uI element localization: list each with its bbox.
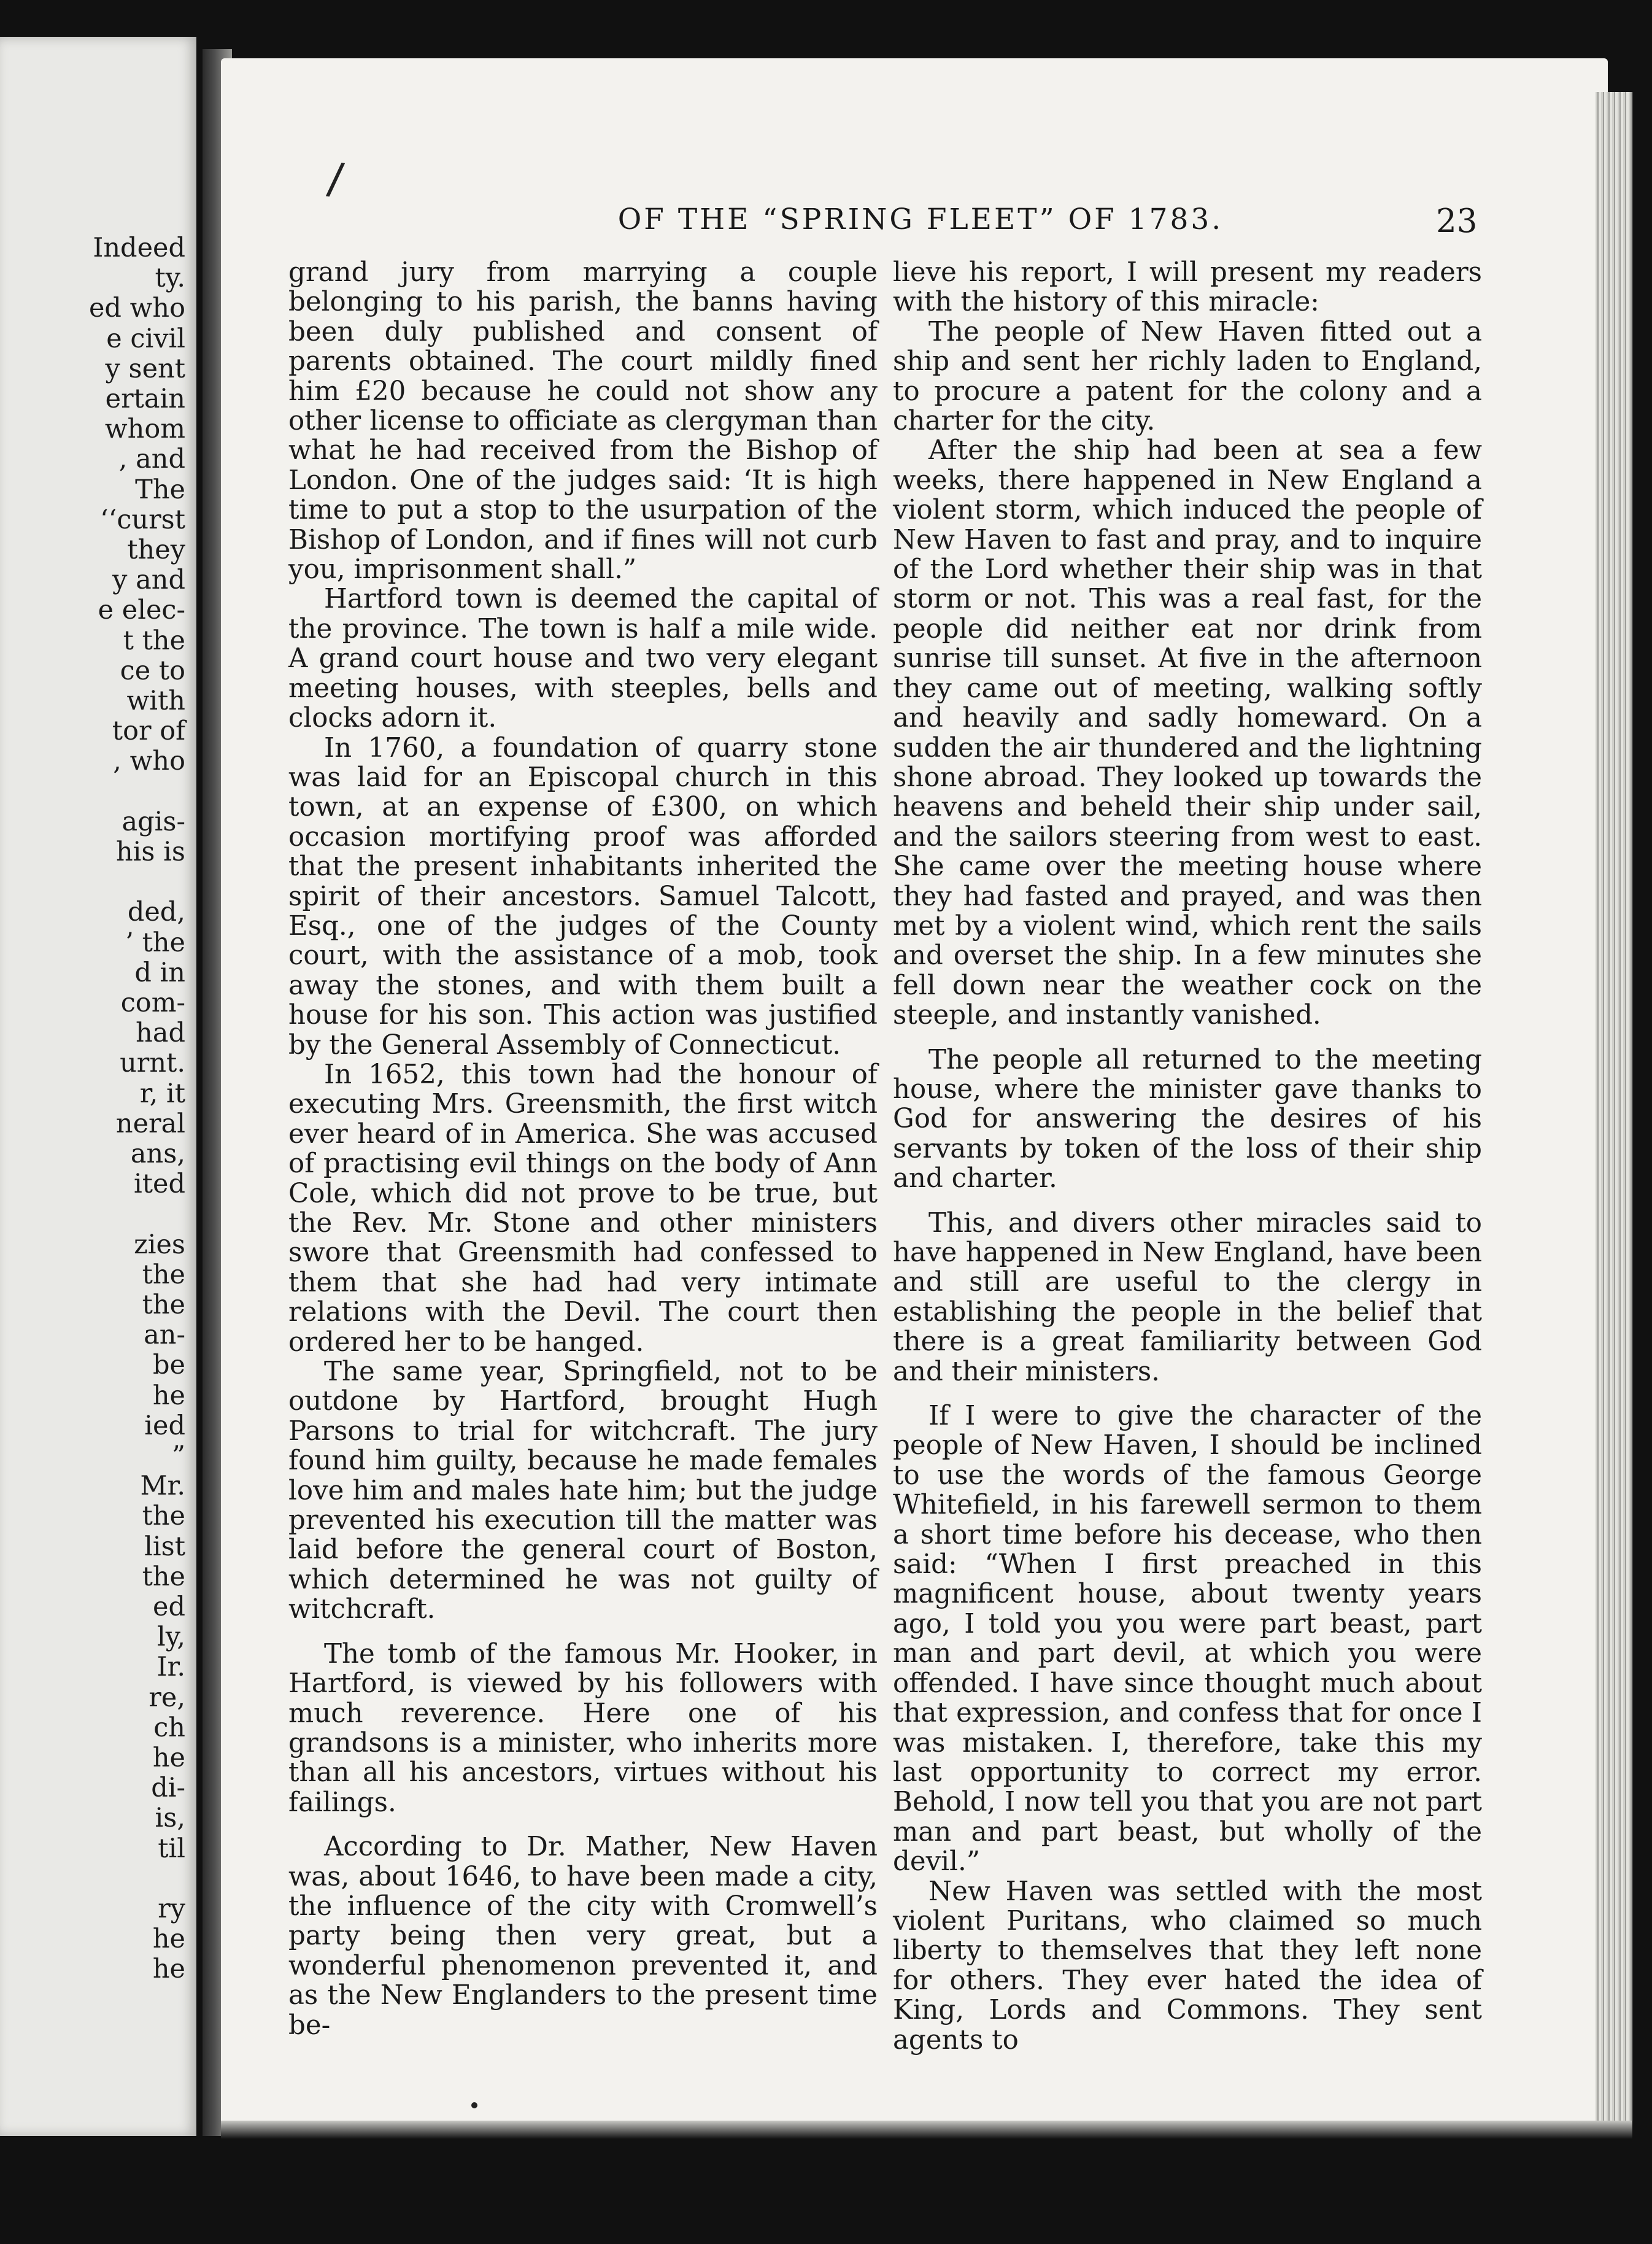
facing-page-text-fragment: ’ the bbox=[125, 927, 185, 958]
facing-page-text-fragment: ly, bbox=[156, 1622, 185, 1653]
paragraph: If I were to give the character of the people of New Haven, I should be inclined to use the words of the famous George Whitefield, in his farewell sermon to them a short time before his decease, who then said: “When I first preached in this magnificent house, about twenty years ago, I told you you were part beast, part man and part devil, at which you were offended. I have since thought much about that expression, and confess that for once I was mistaken. I, therefore, take this my last opportunity to correct my error. Behold, I now tell you that you are not part man and part beast, but wholly of the devil.” bbox=[893, 1401, 1482, 1878]
facing-page-text-fragment: he bbox=[152, 1924, 185, 1955]
paragraph: The same year, Springfield, not to be outdone by Hartford, brought Hugh Parsons to trial for witchcraft. The jury found him guilty, because he made females love him and males hate him; but the judge prevented his execution till the matter was laid before the general court of Boston, which determined he was not guilty of witchcraft. bbox=[288, 1356, 878, 1625]
page-bottom-shadow bbox=[221, 2121, 1632, 2139]
facing-page-text-fragment: Ir. bbox=[156, 1652, 185, 1683]
facing-page-text-fragment: his is bbox=[115, 837, 185, 867]
paragraph: grand jury from marrying a couple belonging to his parish, the banns having been duly published and consent of parents obtained. The court mildly fined him £20 because he could not show any other license to officiate as clergyman than what he had received from the Bishop of London. One of the judges said: ‘It is high time to put a stop to the usurpation of the Bishop of London, and if fines will not curb you, imprisonment shall.” bbox=[288, 257, 878, 586]
facing-page-text-fragment: neral bbox=[115, 1108, 185, 1139]
facing-page-text-fragment: zies bbox=[134, 1229, 185, 1260]
facing-page-text-fragment: , and bbox=[118, 444, 185, 475]
facing-page-text-fragment: ded, bbox=[127, 897, 185, 928]
facing-page-text-fragment: ans, bbox=[130, 1139, 185, 1169]
facing-page-text-fragment: ry bbox=[158, 1894, 185, 1924]
facing-page-text-fragment: whom bbox=[104, 414, 185, 445]
paragraph: In 1652, this town had the honour of executing Mrs. Greensmith, the first witch ever heard of in America. She was accused of practising evil things on the body of Ann Cole, which did not prove to be true, but the Rev. Mr. Stone and other ministers swore that Greensmith had confessed to them that she had had very intimate relations with the Devil. The court then ordered her to be hanged. bbox=[288, 1059, 878, 1358]
paragraph: After the ship had been at sea a few weeks, there happened in New England a violent storm, which induced the people of New Haven to fast and pray, and to inquire of the Lord whether their ship was in that storm or not. This was a real fast, for the people did neither eat nor drink from sunrise till sunset. At five in the afternoon they came out of meeting, walking softly and heavily and sadly homeward. On a sudden the air thundered and the lightning shone abroad. They looked up towards the heavens and beheld their ship under sail, and the sailors steering from west to east. She came over the meeting house where they had fasted and prayed, and was then met by a violent wind, which rent the sails and overset the ship. In a few minutes she fell down near the weather cock on the steeple, and instantly vanished. bbox=[893, 435, 1482, 1031]
facing-page-text-fragment: urnt. bbox=[120, 1048, 185, 1079]
margin-mark: / bbox=[325, 152, 347, 205]
facing-page-text-fragment: list bbox=[144, 1531, 185, 1562]
facing-page-text-fragment: , who bbox=[113, 746, 185, 777]
facing-page-text-fragment: ty. bbox=[155, 263, 185, 294]
facing-page-text-fragment: ” bbox=[172, 1441, 185, 1471]
facing-page-text-fragment: with bbox=[126, 686, 185, 716]
facing-page-text-fragment: the bbox=[142, 1501, 185, 1532]
page-number: 23 bbox=[1436, 203, 1478, 240]
facing-page-text-fragment: Mr. bbox=[140, 1471, 185, 1502]
facing-page-text-fragment: e civil bbox=[106, 323, 185, 354]
facing-page-text-fragment: ed bbox=[153, 1592, 185, 1622]
paragraph: The people of New Haven fitted out a ship and sent her richly laden to England, to procure a patent for the colony and a charter for the city. bbox=[893, 316, 1482, 437]
facing-page-text-fragment: di- bbox=[151, 1773, 185, 1804]
paragraph: The tomb of the famous Mr. Hooker, in Hartford, is viewed by his followers with much reverence. Here one of his grandsons is a minister, who inherits more than all his ancestors, virtues without his failings. bbox=[288, 1638, 878, 1818]
facing-page-text-fragment: y sent bbox=[105, 353, 185, 384]
facing-page-text-fragment: y and bbox=[112, 565, 185, 596]
paragraph: According to Dr. Mather, New Haven was, about 1646, to have been made a city, the influence of the city with Cromwell’s party being then very great, but a wonderful phenomenon prevented it, and as the New Englanders to the present time be- bbox=[288, 1832, 878, 2041]
left-text-column bbox=[288, 258, 878, 2040]
facing-page-text-fragment: ited bbox=[133, 1169, 185, 1200]
paragraph: New Haven was settled with the most violent Puritans, who claimed so much liberty to themselves that they left none for others. They ever hated the idea of King, Lords and Commons. They sent agents to bbox=[893, 1876, 1482, 2056]
facing-page-text-fragment: he bbox=[152, 1954, 185, 1985]
facing-page-text-fragment: ‘‘curst bbox=[99, 504, 185, 535]
paragraph: The people all returned to the meeting house, where the minister gave thanks to God for answering the desires of his servants by token of the loss of their ship and charter. bbox=[893, 1044, 1482, 1194]
facing-page-text-fragment: ce to bbox=[120, 655, 185, 686]
facing-page-text-fragment: ch bbox=[153, 1712, 185, 1743]
facing-page-text-fragment: had bbox=[136, 1018, 185, 1049]
facing-page-text-fragment: til bbox=[158, 1833, 185, 1864]
facing-page-text-fragment: they bbox=[127, 535, 185, 565]
facing-page-text-fragment: he bbox=[152, 1380, 185, 1411]
facing-page-text-fragment: an- bbox=[144, 1320, 185, 1351]
facing-page-text-fragment: re, bbox=[149, 1682, 185, 1713]
facing-page-fragment bbox=[0, 37, 196, 2136]
facing-page-text-fragment: e elec- bbox=[98, 595, 185, 626]
paragraph: This, and divers other miracles said to have happened in New England, have been and still are useful to the clergy in establishing the people in the belief that there is a great familiarity between God and their ministers. bbox=[893, 1207, 1482, 1387]
facing-page-text-fragment: ied bbox=[144, 1410, 185, 1441]
ink-speck bbox=[471, 2102, 477, 2108]
facing-page-text-fragment: tor of bbox=[112, 716, 185, 747]
facing-page-text-fragment: ed who bbox=[88, 293, 185, 324]
facing-page-text-fragment: d in bbox=[134, 957, 185, 988]
facing-page-text-fragment: t the bbox=[123, 625, 185, 656]
paragraph: In 1760, a foundation of quarry stone was laid for an Episcopal church in this town, at an expense of £300, on which occasion mortifying proof was afforded that the present inhabitants inherited the spirit of their ancestors. Samuel Talcott, Esq., one of the judges of the County court, with the assistance of a mob, took away the stones, and with them built a house for his son. This action was justified by the General Assembly of Connecticut. bbox=[288, 732, 878, 1061]
facing-page-text-fragment: The bbox=[135, 474, 185, 505]
facing-page-text-fragment: the bbox=[142, 1259, 185, 1290]
running-head: OF THE “SPRING FLEET” OF 1783. bbox=[617, 203, 1224, 236]
facing-page-text-fragment: he bbox=[152, 1743, 185, 1773]
facing-page-text-fragment: com- bbox=[120, 988, 185, 1018]
facing-page-text-fragment: be bbox=[153, 1350, 185, 1381]
facing-page-text-fragment: agis- bbox=[122, 806, 185, 837]
paragraph: Hartford town is deemed the capital of the province. The town is half a mile wide. A grand court house and two very elegant meeting houses, with steeples, bells and clocks adorn it. bbox=[288, 584, 878, 734]
facing-page-text-fragment: the bbox=[142, 1290, 185, 1320]
paragraph: lieve his report, I will present my readers with the history of this miracle: bbox=[893, 257, 1482, 318]
facing-page-text-fragment: the bbox=[142, 1561, 185, 1592]
facing-page-text-fragment: ertain bbox=[105, 384, 185, 414]
right-text-column bbox=[893, 258, 1482, 2055]
page-edges bbox=[1596, 92, 1632, 2124]
facing-page-text-fragment: is, bbox=[155, 1803, 185, 1834]
facing-page-text-fragment: Indeed bbox=[93, 233, 185, 263]
facing-page-text-fragment: r, it bbox=[139, 1078, 185, 1109]
